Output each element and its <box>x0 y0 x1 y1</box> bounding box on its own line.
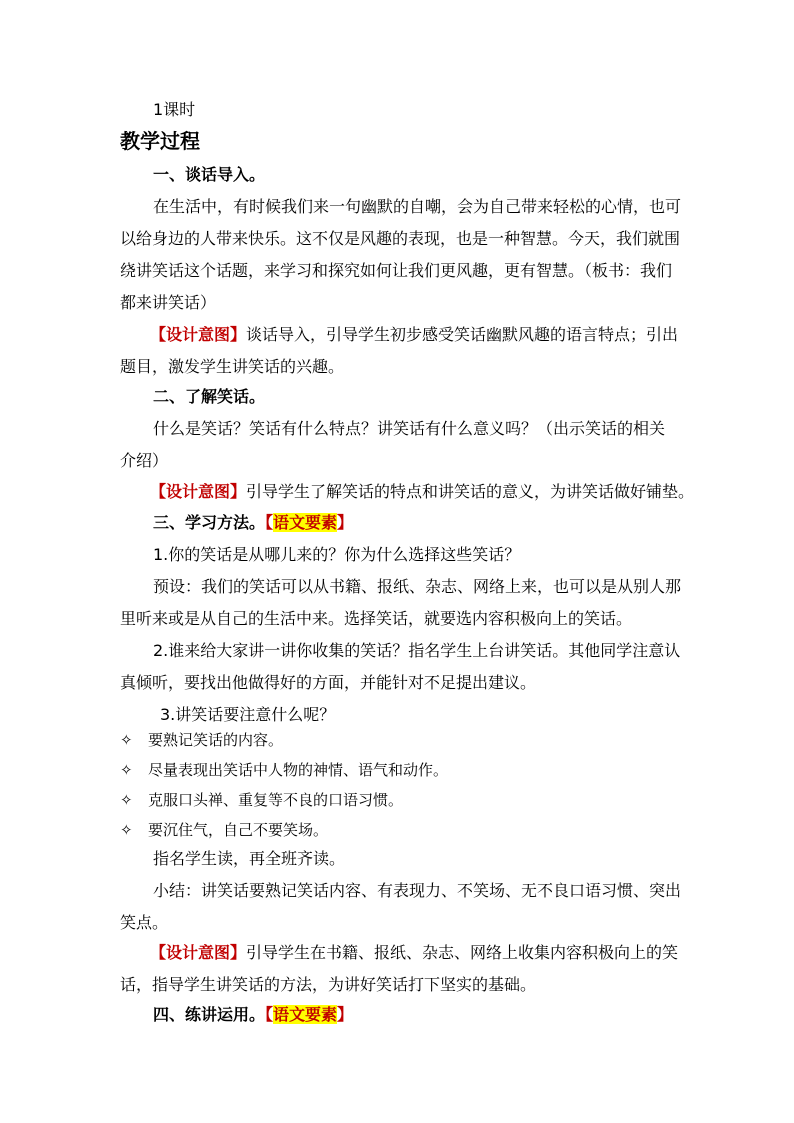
design-intent-text: 引导学生了解笑话的特点和讲笑话的意义，为讲笑话做好铺垫。 <box>246 482 695 501</box>
paragraph-line: 在生活中，有时候我们来一句幽默的自嘲，会为自己带来轻松的心情，也可 <box>153 197 682 216</box>
heading-3 <box>153 512 353 534</box>
design-intent-1 <box>150 324 678 346</box>
heading-text: 四、练讲运用。 <box>153 1005 266 1024</box>
design-intent-2 <box>150 481 694 503</box>
list-item <box>120 790 403 810</box>
lesson-count: 1课时 <box>153 100 196 119</box>
diamond-bullet-icon: ✧ <box>120 761 133 779</box>
list-item-text: 尽量表现出笑话中人物的神情、语气和动作。 <box>148 761 449 779</box>
design-intent-3 <box>150 942 678 964</box>
paragraph-line: 预设：我们的笑话可以从书籍、报纸、杂志、网络上来，也可以是从别人那 <box>153 577 682 596</box>
paragraph-line: 介绍） <box>120 451 169 470</box>
paragraph-line: 都来讲笑话） <box>120 293 217 312</box>
question-3: 3.讲笑话要注意什么呢？ <box>160 705 336 724</box>
language-element-tag: 语文要素 <box>273 1005 338 1024</box>
heading-2: 二、了解笑话。 <box>153 387 266 406</box>
heading-1: 一、谈话导入。 <box>153 165 266 184</box>
design-intent-label: 【设计意图】 <box>150 482 247 501</box>
tag-bracket: 【 <box>265 1005 274 1024</box>
diamond-bullet-icon: ✧ <box>120 731 133 749</box>
language-element-tag: 语文要素 <box>273 513 338 532</box>
diamond-bullet-icon: ✧ <box>120 821 133 839</box>
list-item-text: 要熟记笑话的内容。 <box>148 731 284 749</box>
summary-line: 小结：讲笑话要熟记笑话内容、有表现力、不笑场、无不良口语习惯、突出 <box>153 881 682 900</box>
list-item-text: 克服口头禅、重复等不良的口语习惯。 <box>148 791 404 809</box>
tag-bracket: 】 <box>337 513 354 532</box>
list-item <box>120 730 283 750</box>
paragraph-line: 里听来或是从自己的生活中来。选择笑话，就要选内容积极向上的笑话。 <box>120 609 633 628</box>
list-item <box>120 820 328 840</box>
paragraph-line: 以给身边的人带来快乐。这不仅是风趣的表现，也是一种智慧。今天，我们就围 <box>120 229 681 248</box>
paragraph-line: 绕讲笑话这个话题，来学习和探究如何让我们更风趣，更有智慧。（板书：我们 <box>120 261 673 280</box>
design-intent-text: 谈话导入，引导学生初步感受笑话幽默风趣的语言特点；引出 <box>246 325 679 344</box>
design-intent-label: 【设计意图】 <box>150 943 247 962</box>
heading-text: 三、学习方法。 <box>153 513 266 532</box>
tag-bracket: 【 <box>265 513 274 532</box>
question-2: 2.谁来给大家讲一讲你收集的笑话？指名学生上台讲笑话。其他同学注意认 <box>153 641 681 660</box>
paragraph-line: 真倾听，要找出他做得好的方面，并能针对不足提出建议。 <box>120 673 537 692</box>
paragraph-line: 话，指导学生讲笑话的方法，为讲好笑话打下坚实的基础。 <box>120 975 537 994</box>
paragraph-line: 指名学生读，再全班齐读。 <box>153 849 346 868</box>
list-item-text: 要沉住气，自己不要笑场。 <box>148 821 329 839</box>
list-item <box>120 760 448 780</box>
question-1: 1.你的笑话是从哪儿来的？你为什么选择这些笑话？ <box>153 545 521 564</box>
diamond-bullet-icon: ✧ <box>120 791 133 809</box>
section-title: 教学过程 <box>120 129 200 153</box>
tag-bracket: 】 <box>337 1005 354 1024</box>
design-intent-label: 【设计意图】 <box>150 325 247 344</box>
paragraph-line: 题目，激发学生讲笑话的兴趣。 <box>120 357 345 376</box>
design-intent-text: 引导学生在书籍、报纸、杂志、网络上收集内容积极向上的笑 <box>246 943 679 962</box>
paragraph-line: 笑点。 <box>120 913 169 932</box>
heading-4 <box>153 1004 353 1026</box>
paragraph-line: 什么是笑话？笑话有什么特点？讲笑话有什么意义吗？（出示笑话的相关 <box>153 419 666 438</box>
